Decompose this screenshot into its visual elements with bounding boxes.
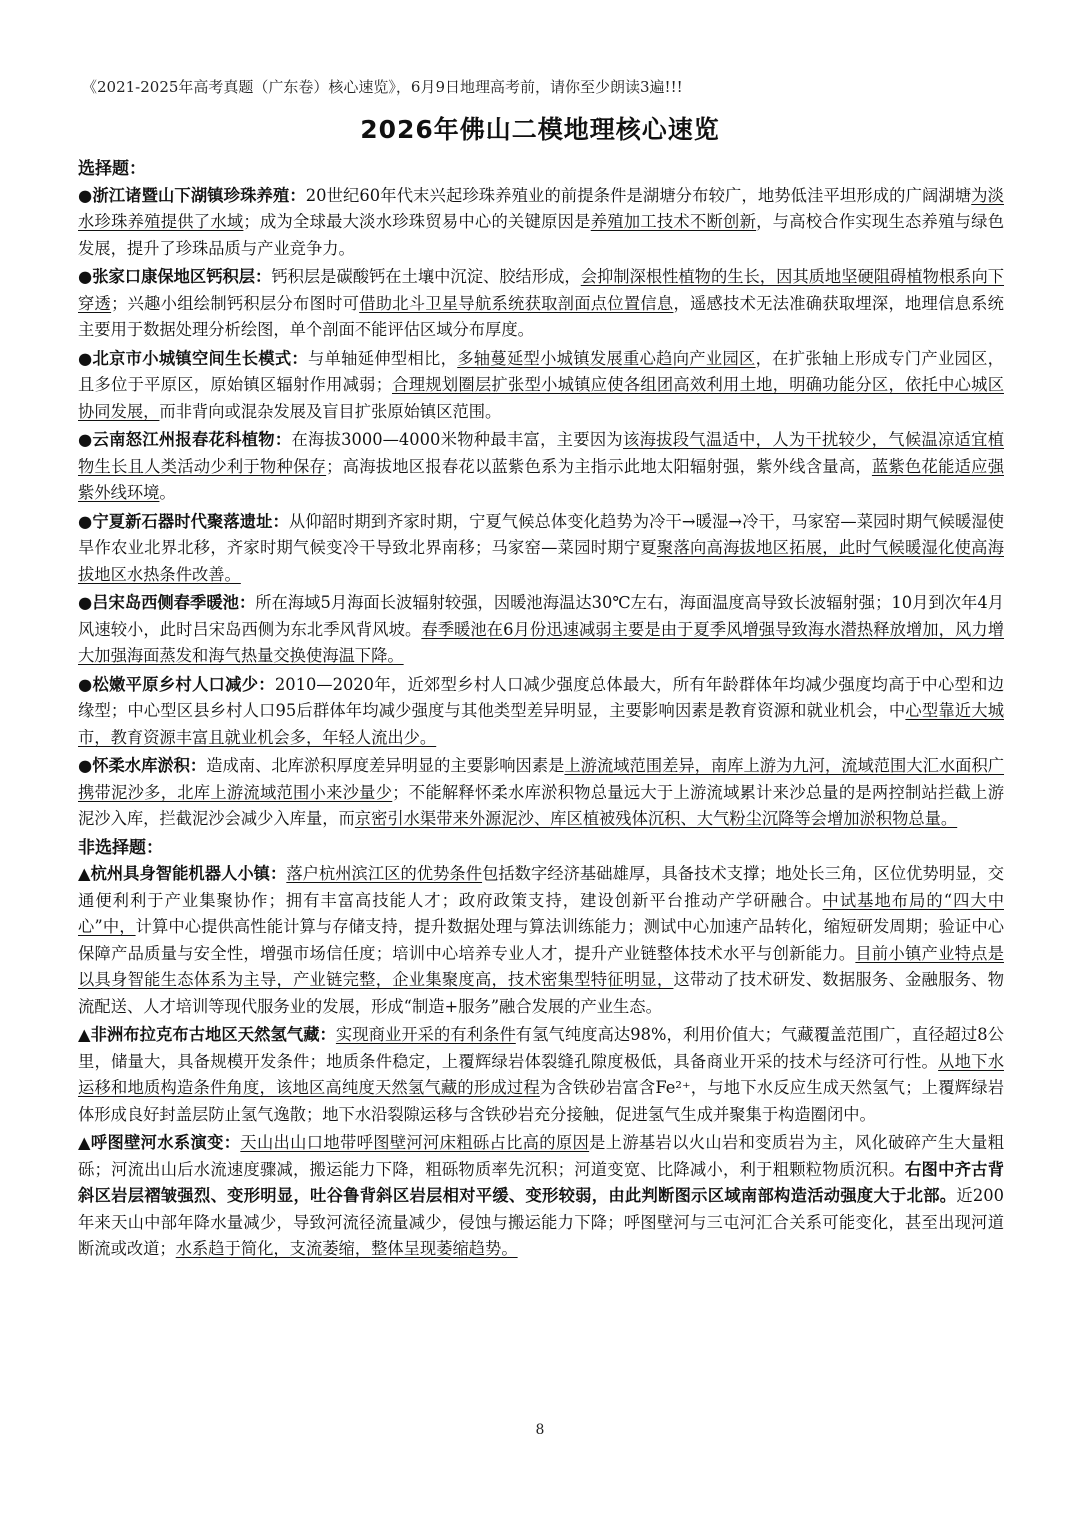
bullet-item xyxy=(78,427,1004,507)
underlined-text: 为淡水珍珠养殖提供了水域 xyxy=(78,185,1004,231)
bullet-item xyxy=(78,672,1004,752)
body-text: 从仰韶时期到齐家时期，宁夏气候总体变化趋势为冷干→暖湿→冷干，马家窑—菜园时期气候暖湿使旱作农业北界北移，齐家时期气候变冷干导致北界南移；马家窑—菜园时期宁夏 xyxy=(78,511,1004,557)
bold-text: 右图中齐古背斜区岩层褶皱强烈、变形明显，吐谷鲁背斜区岩层相对平缓、变形较弱，由此判断图示区域南部构造活动强度大于北部。 xyxy=(78,1159,1004,1205)
underlined-text: 落户杭州滨江区的优势条件 xyxy=(286,864,483,883)
underlined-text: 上游流域范围差异，南库上游为九河，流域范围大汇水面积广携带泥沙多，北库上游流域范围小来沙量少 xyxy=(78,756,1005,802)
body-text: 这带动了技术研发、数据服务、金融服务、物流配送、人才培训等现代服务业的发展，形成“制造+服务”融合发展的产业生态。 xyxy=(78,970,1004,1016)
circle-bullet-icon: ● xyxy=(78,185,93,205)
circle-bullet-icon: ● xyxy=(78,674,93,694)
item-title: 杭州具身智能机器人小镇： xyxy=(90,864,287,883)
section-heading: 非选择题： xyxy=(78,837,163,858)
body-text: 钙积层是碳酸钙在土壤中沉淀、胶结形成， xyxy=(271,267,581,286)
underlined-text: 中试基地布局的“四大中心”中， xyxy=(78,890,1004,936)
body-text: 包括数字经济基础雄厚，具备技术支撑；地处长三角，区位优势明显，交通便利利于产业集聚协作；拥有丰富高技能人才；政府政策支持，建设创新平台推动产学研融合。 xyxy=(78,864,1004,910)
underlined-text: 实现商业开采的有利条件 xyxy=(335,1025,516,1044)
underlined-text: 水系趋于简化，支流萎缩，整体呈现萎缩趋势。 xyxy=(175,1239,518,1258)
bullet-item xyxy=(78,861,1004,1020)
body-text: 而非背向或混杂发展及盲目扩张原始镇区范围。 xyxy=(159,401,502,421)
item-title: 北京市小城镇空间生长模式： xyxy=(92,348,309,368)
body-text: 所在海域5月海面长波辐射较强，因暖池海温达30℃左右，海面温度高导致长波辐射强；10月到次年4月风速较小，此时吕宋岛西侧为东北季风背风坡。 xyxy=(78,593,1004,639)
body-text: 。 xyxy=(159,483,176,502)
triangle-bullet-icon: ▲ xyxy=(78,1133,91,1152)
underlined-text: 会抑制深根性植物的生长，因其质地坚硬阻碍植物根系向下穿透 xyxy=(78,267,1005,313)
circle-bullet-icon: ● xyxy=(78,267,93,286)
body-text: ；不能解释怀柔水库淤积物总量远大于上游流域累计来沙总量的是两控制站拦截上游泥沙入库，拦截泥沙会减少入库量，而 xyxy=(78,782,1004,828)
body-text: 20世纪60年代末兴起珍珠养殖业的前提条件是湖塘分布较广，地势低洼平坦形成的广阔湖塘 xyxy=(305,185,972,205)
content-body xyxy=(78,156,1004,1265)
body-text: ，遥感技术无法准确获取埋深，地理信息系统主要用于数据处理分析绘图，单个剖面不能评估区域分布厚度。 xyxy=(78,293,1004,339)
underlined-text: 养殖加工技术不断创新 xyxy=(590,212,757,231)
body-text: ，在扩张轴上形成专门产业园区，且多位于平原区，原始镇区辐射作用减弱； xyxy=(78,348,1004,394)
underlined-text: 合理规划圈层扩张型小城镇应使各组团高效利用土地，明确功能分区，依托中心城区协同发展， xyxy=(78,375,1004,421)
underlined-text: 京密引水渠带来外源泥沙、库区植被残体沉积、大气粉尘沉降等会增加淤积物总量。 xyxy=(354,809,958,828)
body-text: 在海拔3000—4000米物种最丰富，主要因为 xyxy=(291,430,623,449)
page-number: 8 xyxy=(535,1422,545,1438)
body-text: ，与高校合作实现生态养殖与绿色发展，提升了珍珠品质与产业竞争力。 xyxy=(78,212,1004,258)
underlined-text: 目前小镇产业特点是以具身智能生态体系为主导，产业链完整，企业集聚度高，技术密集型特征明显， xyxy=(78,943,1004,989)
item-title: 松嫩平原乡村人口减少： xyxy=(92,674,275,694)
underlined-text: 蓝紫色花能适应强紫外线环境 xyxy=(78,456,1004,502)
body-text: 2010—2020年，近郊型乡村人口减少强度总体最大，所有年龄群体年均减少强度均高于中心型和边缘型；中心型区县乡村人口95后群体年均减少强度与其他类型差异明显，主要影响因素是教育资源和就业机会，中 xyxy=(78,674,1004,720)
bullet-item xyxy=(78,509,1004,589)
body-text: ；成为全球最大淡水珍珠贸易中心的关键原因是 xyxy=(243,212,591,231)
item-title: 云南怒江州报春花科植物： xyxy=(92,430,292,449)
bullet-item xyxy=(78,1022,1004,1128)
triangle-bullet-icon: ▲ xyxy=(78,1025,91,1044)
circle-bullet-icon: ● xyxy=(78,593,93,612)
underlined-text: 天山出山口地带呼图壁河河床粗砾占比高的原因 xyxy=(240,1133,590,1152)
underlined-text: 聚落向高海拔地区拓展，此时气候暖湿化使高海拔地区水热条件改善。 xyxy=(78,538,1004,584)
bullet-item xyxy=(78,753,1004,833)
page-title: 2026年佛山二模地理核心速览 xyxy=(360,115,720,144)
underlined-text: 该海拔段气温适中，人为干扰较少，气候温凉适宜植物生长且人类活动少利于物种保存 xyxy=(78,430,1004,476)
underlined-text: 借助北斗卫星导航系统获取剖面点位置信息 xyxy=(359,293,674,313)
underlined-text: 多轴蔓延型小城镇发展重心趋向产业园区 xyxy=(457,348,756,368)
bullet-item xyxy=(78,590,1004,670)
item-title: 怀柔水库淤积： xyxy=(92,756,207,775)
item-title: 非洲布拉克布古地区天然氢气藏： xyxy=(90,1025,336,1044)
underlined-text: 心型靠近大城市，教育资源丰富且就业机会多，年轻人流出少。 xyxy=(78,701,1004,747)
body-text: 与单轴延伸型相比， xyxy=(308,348,458,368)
item-title: 宁夏新石器时代聚落遗址： xyxy=(92,511,289,531)
bullet-item xyxy=(78,1130,1004,1263)
item-title: 吕宋岛西侧春季暖池： xyxy=(92,593,256,612)
body-text: ；高海拔地区报春花以蓝紫色系为主指示此地太阳辐射强，紫外线含量高， xyxy=(326,456,872,476)
body-text: 为含铁砂岩富含Fe²⁺，与地下水反应生成天然氢气；上覆辉绿岩体形成良好封盖层防止氢气逸散；地下水沿裂隙运移与含铁砂岩充分接触，促进氢气生成并聚集于构造圈闭中。 xyxy=(78,1078,1004,1124)
body-text: ；兴趣小组绘制钙积层分布图时可 xyxy=(111,293,360,313)
body-text: 有氢气纯度高达98%，利用价值大；气藏覆盖范围广，直径超过8公里，储量大，具备规模开发条件；地质条件稳定，上覆辉绿岩体裂缝孔隙度极低，具备商业开采的技术与经济可行性。 xyxy=(78,1025,1004,1071)
section-heading: 选择题： xyxy=(78,159,146,179)
bullet-item xyxy=(78,264,1004,344)
bullet-item xyxy=(78,183,1004,263)
body-text: 是上游基岩以火山岩和变质岩为主，风化破碎产生大量粗砾；河流出山后水流速度骤减，搬运能力下降，粗砾物质率先沉积；河道变宽、比降减小，利于粗颗粒物质沉积。 xyxy=(78,1133,1004,1179)
body-text: 近200年来天山中部年降水量减少，导致河流径流量减少，侵蚀与搬运能力下降；呼图壁河与三屯河汇合关系可能变化，甚至出现河道断流或改道； xyxy=(78,1186,1004,1258)
body-text: 造成南、北库淤积厚度差异明显的主要影响因素是 xyxy=(206,756,565,775)
header-note: 《2021-2025年高考真题（广东卷）核心速览》，6月9日地理高考前，请你至少朗读3遍!!! xyxy=(82,78,683,96)
circle-bullet-icon: ● xyxy=(78,756,93,775)
item-title: 张家口康保地区钙积层： xyxy=(92,267,272,286)
underlined-text: 春季暖池在6月份迅速减弱主要是由于夏季风增强导致海水潜热释放增加，风力增大加强海面蒸发和海气热量交换使海温下降。 xyxy=(78,619,1004,665)
body-text: 计算中心提供高性能计算与存储支持，提升数据处理与算法训练能力；测试中心加速产品转化，缩短研发周期；验证中心保障产品质量与安全性，增强市场信任度；培训中心培养专业人才，提升产业链整体技术水平与创新能力。 xyxy=(78,917,1004,963)
circle-bullet-icon: ● xyxy=(78,430,93,449)
circle-bullet-icon: ● xyxy=(78,511,93,531)
item-title: 呼图壁河水系演变： xyxy=(90,1133,241,1152)
triangle-bullet-icon: ▲ xyxy=(78,864,91,883)
circle-bullet-icon: ● xyxy=(78,348,93,368)
underlined-text: 从地下水运移和地质构造条件角度，该地区高纯度天然氢气藏的形成过程 xyxy=(78,1051,1004,1097)
bullet-item xyxy=(78,346,1004,426)
item-title: 浙江诸暨山下湖镇珍珠养殖： xyxy=(92,185,306,205)
